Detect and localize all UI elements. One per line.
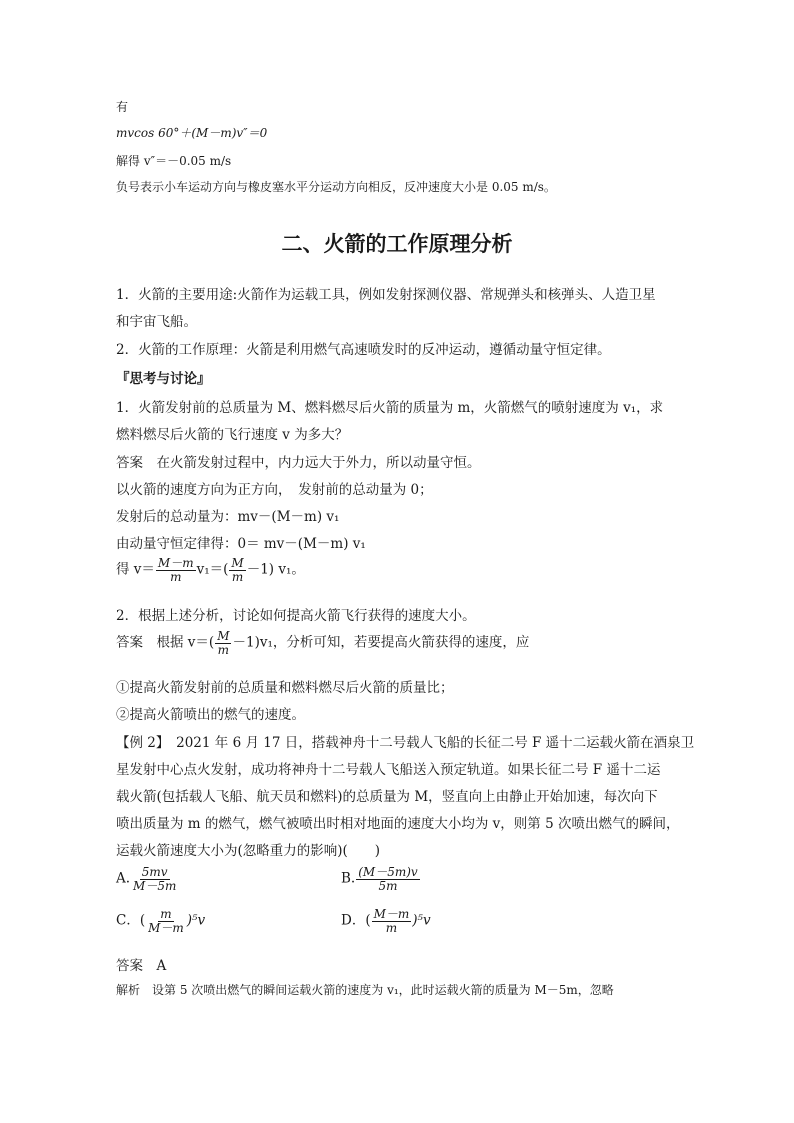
option-label: D．( — [341, 912, 371, 929]
equation: mvcos 60°＋(M－m)v″＝0 — [116, 126, 268, 140]
fraction — [146, 908, 186, 934]
option-label: A. — [116, 870, 131, 887]
fraction-denominator: m — [231, 569, 244, 584]
fraction-numerator: 5mv — [141, 865, 168, 879]
fraction-numerator: M — [217, 629, 230, 643]
answer-formula — [116, 557, 305, 583]
fraction-numerator: M — [231, 556, 244, 570]
fraction — [215, 630, 231, 656]
fraction — [356, 866, 419, 892]
fraction — [156, 557, 196, 583]
solution-line: 解得 v″＝－0.05 m/s — [116, 154, 232, 168]
option-suffix: )⁵v — [412, 912, 431, 929]
fraction-numerator: M－m — [157, 556, 194, 570]
fraction-numerator: m — [160, 907, 172, 921]
example-line: 喷出质量为 m 的燃气，燃气被喷出时相对地面的速度大小均为 v，则第 5 次喷出燃气的瞬间， — [116, 816, 680, 832]
fraction-denominator: m — [385, 920, 398, 935]
option-d — [341, 908, 431, 934]
fraction — [131, 866, 178, 892]
example-line: 运载火箭速度大小为(忽略重力的影响)( ) — [116, 843, 381, 859]
question-line: 1．火箭发射前的总质量为 M、燃料燃尽后火箭的质量为 m，火箭燃气的喷射速度为 v₁，求 — [116, 400, 664, 416]
question-line: 2．根据上述分析，讨论如何提高火箭飞行获得的速度大小。 — [116, 608, 476, 624]
answer-line: 发射后的总动量为：mv－(M－m) v₁ — [116, 509, 340, 525]
formula-prefix: 答案 根据 v＝( — [116, 634, 215, 651]
option-b — [341, 866, 421, 892]
answer-line: ①提高火箭发射前的总质量和燃料燃尽后火箭的质量比； — [116, 680, 454, 696]
fraction-numerator: M－m — [373, 907, 410, 921]
answer-line: 以火箭的速度方向为正方向， 发射前的总动量为 0； — [116, 482, 433, 498]
formula-suffix: －1)v₁，分析可知，若要提高火箭获得的速度，应 — [232, 634, 530, 651]
option-suffix: )⁵v — [186, 912, 206, 929]
text-line: 有 — [116, 100, 129, 114]
option-c — [116, 908, 205, 934]
fraction-denominator: M－5m — [133, 878, 177, 893]
analysis-line: 解析 设第 5 次喷出燃气的瞬间运载火箭的速度为 v₁，此时运载火箭的质量为 M－5m，忽略 — [116, 983, 614, 997]
section-title: 二、火箭的工作原理分析 — [281, 232, 513, 256]
formula-prefix: 得 v＝ — [116, 561, 155, 578]
example-line: 载火箭(包括载人飞船、航天员和燃料)的总质量为 M，竖直向上由静止开始加速，每次向下 — [116, 789, 658, 805]
fraction-numerator: (M－5m)v — [358, 865, 418, 879]
option-a — [116, 866, 179, 892]
fraction — [372, 908, 412, 934]
option-label: B. — [341, 870, 356, 887]
discussion-heading: 『思考与讨论』 — [116, 371, 211, 387]
paragraph-line: 1．火箭的主要用途:火箭作为运载工具，例如发射探测仪器、常规弹头和核弹头、人造卫星 — [116, 287, 656, 303]
answer-line: 答案 在火箭发射过程中，内力远大于外力，所以动量守恒。 — [116, 455, 481, 471]
fraction-denominator: M－m — [148, 920, 184, 935]
paragraph-line: 2．火箭的工作原理：火箭是利用燃气高速喷发时的反冲运动，遵循动量守恒定律。 — [116, 342, 611, 358]
answer-line: ②提高火箭喷出的燃气的速度。 — [116, 707, 305, 723]
answer-formula — [116, 630, 529, 656]
example-line: 【例 2】 2021 年 6 月 17 日，搭载神舟十二号载人飞船的长征二号 F 遥十二运载火箭在酒泉卫 — [116, 735, 695, 751]
fraction-denominator: m — [217, 642, 230, 657]
option-label: C．( — [116, 912, 146, 929]
answer-line: 答案 A — [116, 958, 167, 974]
example-line: 星发射中心点火发射，成功将神舟十二号载人飞船送入预定轨道。如果长征二号 F 遥十二运 — [116, 762, 661, 778]
fraction-denominator: m — [170, 569, 182, 584]
paragraph-line: 和宇宙飞船。 — [116, 314, 197, 330]
question-line: 燃料燃尽后火箭的飞行速度 v 为多大？ — [116, 427, 349, 443]
fraction — [229, 557, 245, 583]
fraction-denominator: 5m — [378, 878, 398, 893]
formula-middle: v₁＝( — [196, 561, 229, 578]
formula-suffix: －1) v₁。 — [246, 561, 305, 578]
answer-line: 由动量守恒定律得：0＝ mv－(M－m) v₁ — [116, 536, 366, 552]
note-line: 负号表示小车运动方向与橡皮塞水平分运动方向相反，反冲速度大小是 0.05 m/s。 — [116, 180, 556, 194]
